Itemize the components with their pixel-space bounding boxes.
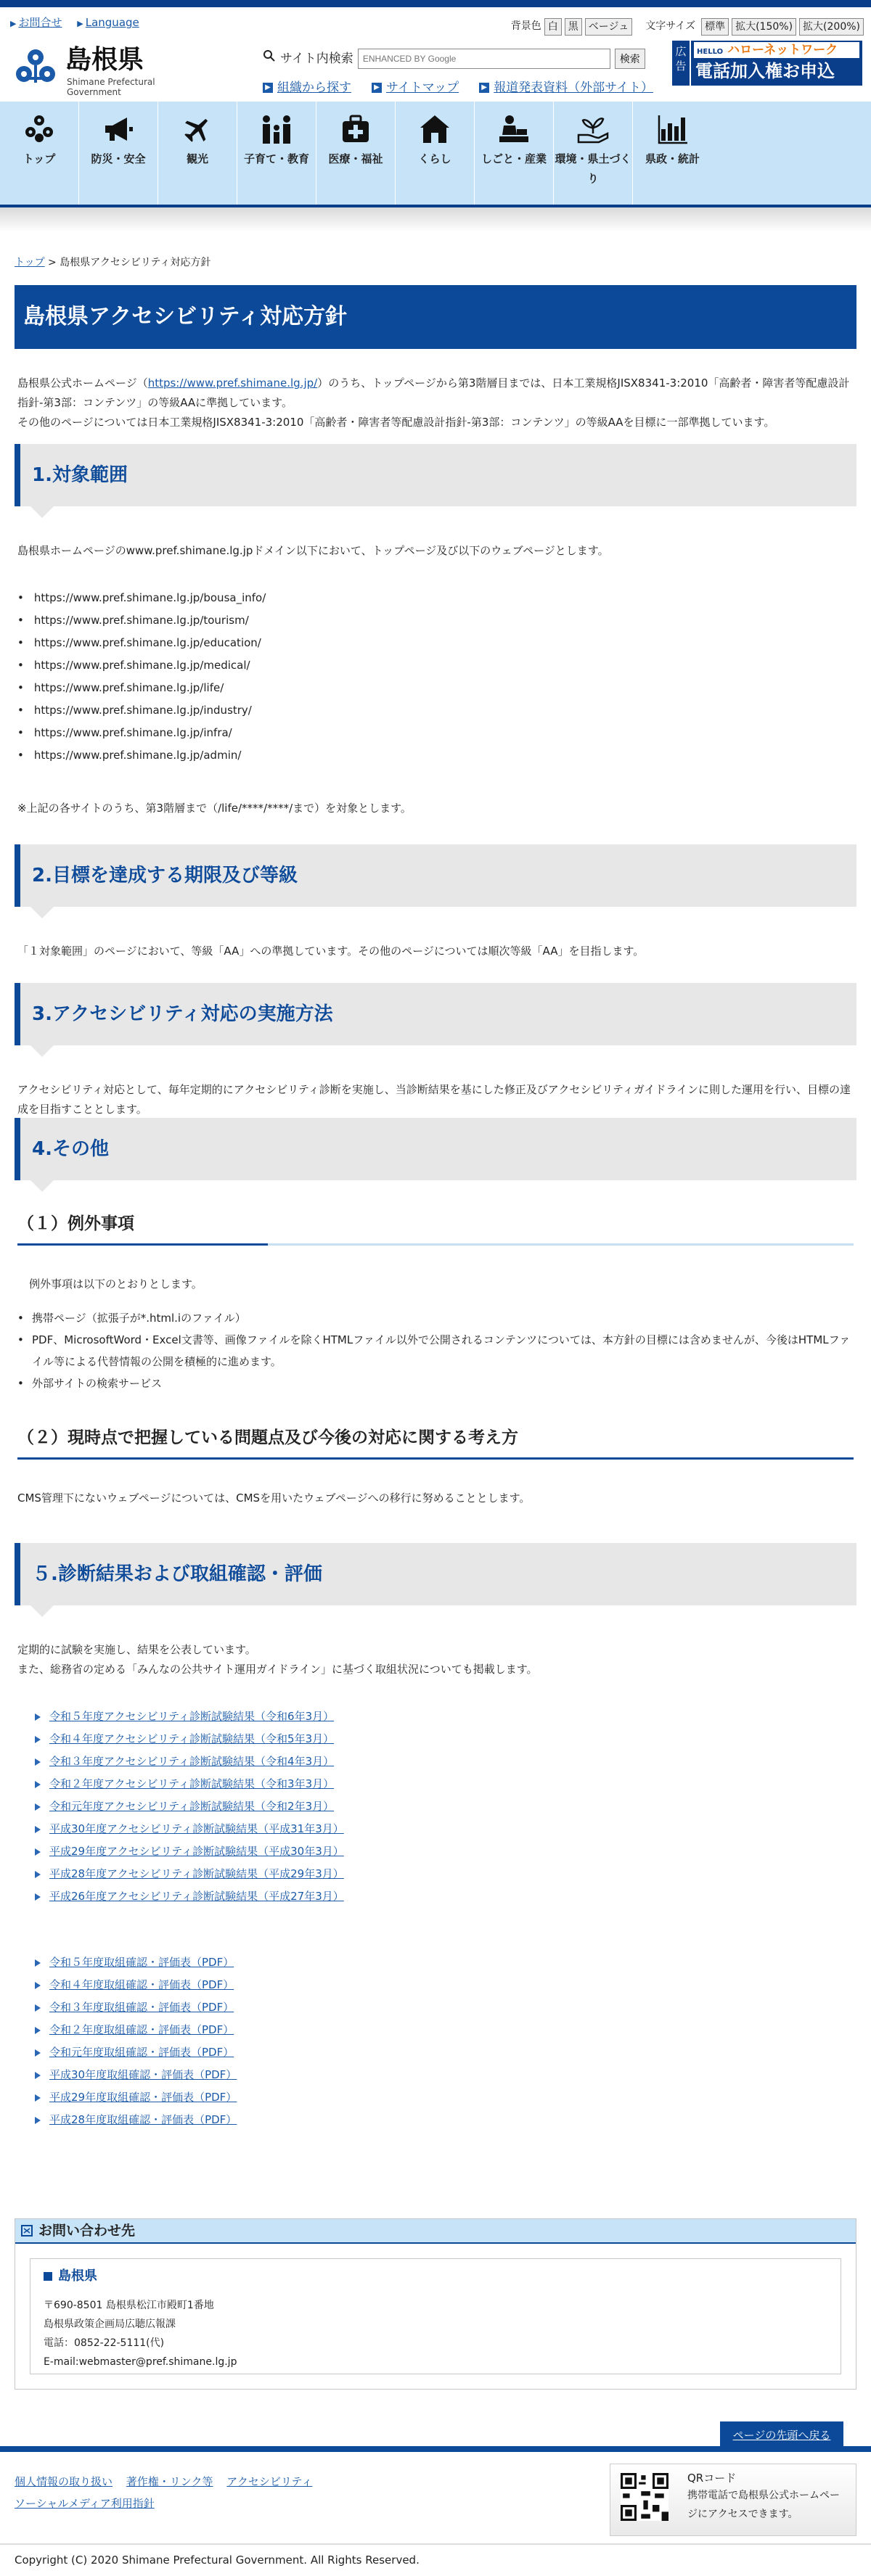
results-text-2: また、総務省の定める「みんなの公共サイト運用ガイドライン」に基づく取組状況についても掲載します。 (17, 1663, 538, 1676)
nav-label: 環境・県土づくり (555, 152, 631, 185)
list-item (35, 2019, 854, 2041)
evaluation-pdf-link[interactable]: 平成28年度取組確認・評価表（PDF） (49, 2113, 237, 2127)
evaluation-pdf-link[interactable]: 令和３年度取組確認・評価表（PDF） (49, 2001, 234, 2015)
nav-label: 医療・福祉 (328, 152, 383, 165)
intro-line-2: その他のページについては日本工業規格JISX8341-3:2010「高齢者・障害者等配慮設計指針-第3部：コンテンツ」の等級AAを目標に一部準拠しています。 (17, 416, 775, 429)
chevron-right-icon: ▶ (77, 19, 83, 28)
nav-label: 子育て・教育 (243, 152, 309, 165)
quick-link-organization[interactable]: 組織から探す (277, 81, 351, 95)
nav-label: 観光 (186, 152, 208, 165)
qr-code-icon (621, 2473, 668, 2521)
footer-link-privacy[interactable]: 個人情報の取り扱い (15, 2475, 113, 2489)
list-item (35, 2064, 854, 2086)
page-title: 島根県アクセシビリティ対応方針 (15, 285, 856, 349)
site-footer (0, 2449, 871, 2543)
arrow-square-icon: ▶ (263, 83, 273, 93)
family-icon (237, 112, 316, 147)
list-item: • 外部サイトの検索サービス (17, 1373, 854, 1394)
list-item: • https://www.pref.shimane.lg.jp/industry/ (17, 699, 854, 722)
breadcrumb-current: 島根県アクセシビリティ対応方針 (60, 257, 211, 268)
breadcrumb (15, 254, 856, 272)
intro-line-1 (17, 374, 854, 413)
shimane-emblem-icon (13, 46, 58, 91)
intro-line-1-b: ）のうち、トップページから第3階層目までは、日本工業規格JISX8341-3:2010「高齢者・障害者等配慮設計指針-第3部：コンテンツ」の等級AAに準拠しています。 (17, 376, 850, 410)
house-icon (396, 112, 474, 147)
result-link[interactable]: 令和５年度アクセシビリティ診断試験結果（令和6年3月） (49, 1710, 335, 1724)
square-bullet-icon (44, 2272, 52, 2281)
bgcolor-beige-button[interactable]: ベージュ (585, 18, 632, 36)
breadcrumb-top-link[interactable]: トップ (15, 257, 45, 268)
result-link[interactable]: 平成28年度アクセシビリティ診断試験結果（平成29年3月） (49, 1867, 344, 1881)
ad-brand: ハローネットワーク (727, 43, 838, 57)
subheading-exceptions: （１）例外事項 (17, 1209, 854, 1246)
contact-org (44, 2265, 827, 2288)
nav-item-admin[interactable] (633, 102, 712, 205)
search-button[interactable]: 検索 (615, 49, 645, 69)
method-text: アクセシビリティ対応として、毎年定期的にアクセシビリティ診断を実施し、当診断結果を基にした修正及びアクセシビリティガイドラインに則した運用を行い、目標の達成を目指すこととします。 (17, 1083, 851, 1116)
evaluation-pdf-link[interactable]: 平成29年度取組確認・評価表（PDF） (49, 2091, 237, 2104)
nav-item-top[interactable] (0, 102, 79, 205)
nav-item-disaster[interactable] (79, 102, 158, 205)
results-link-list (17, 1705, 854, 1908)
ad-banner[interactable] (672, 41, 862, 86)
section-heading-other: 4.その他 (15, 1118, 856, 1180)
nav-item-industry[interactable] (475, 102, 554, 205)
list-item: • https://www.pref.shimane.lg.jp/infra/ (17, 722, 854, 744)
scope-text: 島根県ホームページのwww.pref.shimane.lg.jpドメイン以下において、トップページ及び以下のウェブページとします。 (17, 544, 609, 558)
language-link-wrap (77, 16, 139, 29)
airplane-icon (158, 112, 237, 147)
target-text: 「１対象範囲」のページにおいて、等級「AA」への準拠しています。その他のページについては順次等級「AA」を目指します。 (17, 945, 645, 958)
megaphone-icon (79, 112, 158, 147)
result-link[interactable]: 平成29年度アクセシビリティ診断試験結果（平成30年3月） (49, 1845, 344, 1859)
back-to-top-button[interactable]: ページの先頭へ戻る (720, 2421, 843, 2449)
evaluation-pdf-link[interactable]: 令和２年度取組確認・評価表（PDF） (49, 2023, 234, 2037)
utility-links (10, 13, 151, 33)
nav-label: トップ (23, 152, 56, 165)
evaluation-link-list (17, 1951, 854, 2131)
qr-description: 携帯電話で島根県公式ホームページにアクセスできます。 (687, 2490, 840, 2521)
contact-link-wrap (10, 16, 62, 29)
scope-note: ※上記の各サイトのうち、第3階層まで（/life/****/****/まで）を対象とします。 (17, 802, 412, 815)
evaluation-pdf-link[interactable]: 令和４年度取組確認・評価表（PDF） (49, 1978, 234, 1992)
medical-bag-icon (316, 112, 395, 147)
bgcolor-white-button[interactable]: 白 (544, 18, 562, 36)
footer-links-row (15, 2471, 322, 2493)
section-heading-method: 3.アクセシビリティ対応の実施方法 (15, 983, 856, 1045)
quick-link-sitemap[interactable]: サイトマップ (386, 81, 459, 95)
contact-address: 〒690-8501 島根県松江市殿町1番地 (44, 2299, 214, 2311)
list-item: • https://www.pref.shimane.lg.jp/admin/ (17, 744, 854, 767)
list-item: • https://www.pref.shimane.lg.jp/life/ (17, 677, 854, 699)
contact-heading-label: お問い合わせ先 (38, 2223, 136, 2239)
result-link[interactable]: 令和元年度アクセシビリティ診断試験結果（令和2年3月） (49, 1800, 335, 1814)
nav-shadow (0, 207, 871, 232)
ad-hello: HELLO (697, 48, 724, 56)
home-grid-icon (0, 112, 78, 147)
logo-name: 島根県 (65, 45, 144, 75)
search-input[interactable] (358, 49, 610, 69)
contact-link[interactable]: お問合せ (18, 16, 62, 29)
nav-item-tourism[interactable] (158, 102, 237, 205)
intro-text (17, 374, 854, 432)
nav-label: しごと・産業 (481, 152, 547, 165)
qr-box (610, 2464, 856, 2536)
fontsize-standard-button[interactable]: 標準 (701, 18, 729, 36)
fontsize-150-button[interactable]: 拡大(150%) (732, 18, 796, 36)
nav-label: 防災・安全 (91, 152, 146, 165)
display-settings (511, 17, 864, 36)
result-link[interactable]: 平成30年度アクセシビリティ診断試験結果（平成31年3月） (49, 1822, 344, 1836)
quick-link-wrap (372, 77, 459, 99)
list-item (35, 1996, 854, 2019)
evaluation-pdf-link[interactable]: 令和５年度取組確認・評価表（PDF） (49, 1956, 234, 1970)
quick-link-press[interactable]: 報道発表資料（外部サイト） (494, 81, 653, 95)
result-link[interactable]: 令和２年度アクセシビリティ診断試験結果（令和3年3月） (49, 1777, 335, 1791)
list-item (35, 1885, 854, 1908)
footer-link-copyright[interactable]: 著作権・リンク等 (126, 2475, 213, 2489)
quick-links (263, 77, 653, 99)
ad-top-text (694, 42, 859, 58)
list-item (35, 1750, 854, 1773)
language-link[interactable]: Language (85, 16, 139, 29)
arrow-square-icon: ▶ (479, 83, 489, 93)
contact-box (15, 2218, 856, 2390)
logo-subtitle: Shimane Prefectural Government (67, 77, 155, 98)
list-item (35, 1951, 854, 1974)
copyright: Copyright (C) 2020 Shimane Prefectural Government. All Rights Reserved. (0, 2543, 871, 2576)
result-link[interactable]: 平成26年度アクセシビリティ診断試験結果（平成27年3月） (49, 1890, 344, 1904)
qr-title: QRコード (687, 2472, 737, 2485)
quick-link-wrap (263, 77, 351, 99)
contact-body (30, 2258, 841, 2374)
section-heading-target: 2.目標を達成する期限及び等級 (15, 844, 856, 907)
issues-text: CMS管理下にないウェブページについては、CMSを用いたウェブページへの移行に努めることとします。 (17, 1491, 531, 1505)
footer-link-accessibility[interactable]: アクセシビリティ (226, 2475, 313, 2489)
bgcolor-black-button[interactable]: 黒 (565, 18, 582, 36)
bar-chart-icon (633, 112, 712, 147)
main-content (0, 374, 871, 2131)
site-header (0, 7, 871, 98)
list-item: • 携帯ページ（拡張子が*.html.iのファイル） (17, 1307, 854, 1329)
results-text-1: 定期的に試験を実施し、結果を公表しています。 (17, 1643, 256, 1657)
top-accent-bar (0, 0, 871, 7)
envelope-icon (21, 2225, 33, 2236)
footer-links-row (15, 2493, 322, 2514)
list-item (35, 1728, 854, 1750)
nav-item-medical[interactable] (316, 102, 396, 205)
ad-tag: 広告 (672, 41, 690, 86)
chevron-right-icon: ▶ (10, 19, 17, 28)
list-item (35, 2086, 854, 2109)
intro-line-1-a: 島根県公式ホームページ（ (17, 376, 148, 390)
list-item (35, 1818, 854, 1840)
list-item (35, 1795, 854, 1818)
section-heading-results: ５.診断結果および取組確認・評価 (15, 1543, 856, 1605)
list-item (35, 1974, 854, 1996)
result-link[interactable]: 令和３年度アクセシビリティ診断試験結果（令和4年3月） (49, 1755, 335, 1769)
result-link[interactable]: 令和４年度アクセシビリティ診断試験結果（令和5年3月） (49, 1732, 335, 1746)
nav-item-childcare[interactable] (237, 102, 316, 205)
nav-item-environment[interactable] (554, 102, 633, 205)
contact-email: E-mail:webmaster@pref.shimane.lg.jp (44, 2355, 237, 2368)
ad-body (690, 41, 862, 86)
quick-link-wrap (479, 77, 653, 99)
contact-dept: 島根県政策企画局広聴広報課 (44, 2318, 176, 2330)
search-label: サイト内検索 (280, 52, 353, 66)
contact-phone: 電話：0852-22-5111(代) (44, 2337, 165, 2349)
footer-links (15, 2471, 322, 2514)
hand-plant-icon (554, 112, 632, 147)
ad-main-text: 電話加入権お申込 (695, 61, 835, 81)
list-item (35, 1863, 854, 1885)
exceptions-intro: 例外事項は以下のとおりとします。 (29, 1277, 203, 1291)
section-heading-scope: 1.対象範囲 (15, 444, 856, 506)
arrow-square-icon: ▶ (372, 83, 382, 93)
site-search (263, 48, 645, 70)
footer-link-social-media[interactable]: ソーシャルメディア利用指針 (15, 2497, 155, 2511)
evaluation-pdf-link[interactable]: 平成30年度取組確認・評価表（PDF） (49, 2068, 237, 2082)
contact-org-name: 島根県 (58, 2268, 97, 2284)
list-item (35, 1840, 854, 1863)
nav-label: 県政・統計 (645, 152, 700, 165)
bgcolor-label: 背景色 (510, 20, 541, 32)
scope-url-list (17, 587, 854, 767)
list-item: • PDF、MicrosoftWord・Excel文書等、画像ファイルを除くHTMLファイル以外で公開されるコンテンツについては、本方針の目標には含めませんが、今後はHTMLファイル等による代替情報の公開を積極的に進めます。 (17, 1329, 854, 1373)
global-nav (0, 102, 871, 207)
fontsize-200-button[interactable]: 拡大(200%) (799, 18, 864, 36)
list-item (35, 2109, 854, 2131)
nav-item-life[interactable] (396, 102, 475, 205)
breadcrumb-separator: > (44, 257, 60, 268)
worker-icon (475, 112, 553, 147)
evaluation-pdf-link[interactable]: 令和元年度取組確認・評価表（PDF） (49, 2046, 234, 2059)
list-item: • https://www.pref.shimane.lg.jp/medical/ (17, 654, 854, 677)
nav-label: くらし (418, 152, 451, 165)
search-icon (263, 48, 276, 70)
intro-url-link[interactable]: https://www.pref.shimane.lg.jp/ (147, 376, 318, 390)
subheading-issues: （２）現時点で把握している問題点及び今後の対応に関する考え方 (17, 1423, 854, 1460)
list-item: • https://www.pref.shimane.lg.jp/tourism/ (17, 609, 854, 632)
list-item (35, 1705, 854, 1728)
exceptions-list (17, 1307, 854, 1394)
list-item: • https://www.pref.shimane.lg.jp/bousa_info/ (17, 587, 854, 609)
list-item: • https://www.pref.shimane.lg.jp/education/ (17, 632, 854, 654)
site-logo[interactable] (13, 44, 209, 98)
fontsize-label: 文字サイズ (645, 20, 696, 32)
list-item (35, 1773, 854, 1795)
list-item (35, 2041, 854, 2064)
contact-heading (15, 2219, 856, 2244)
